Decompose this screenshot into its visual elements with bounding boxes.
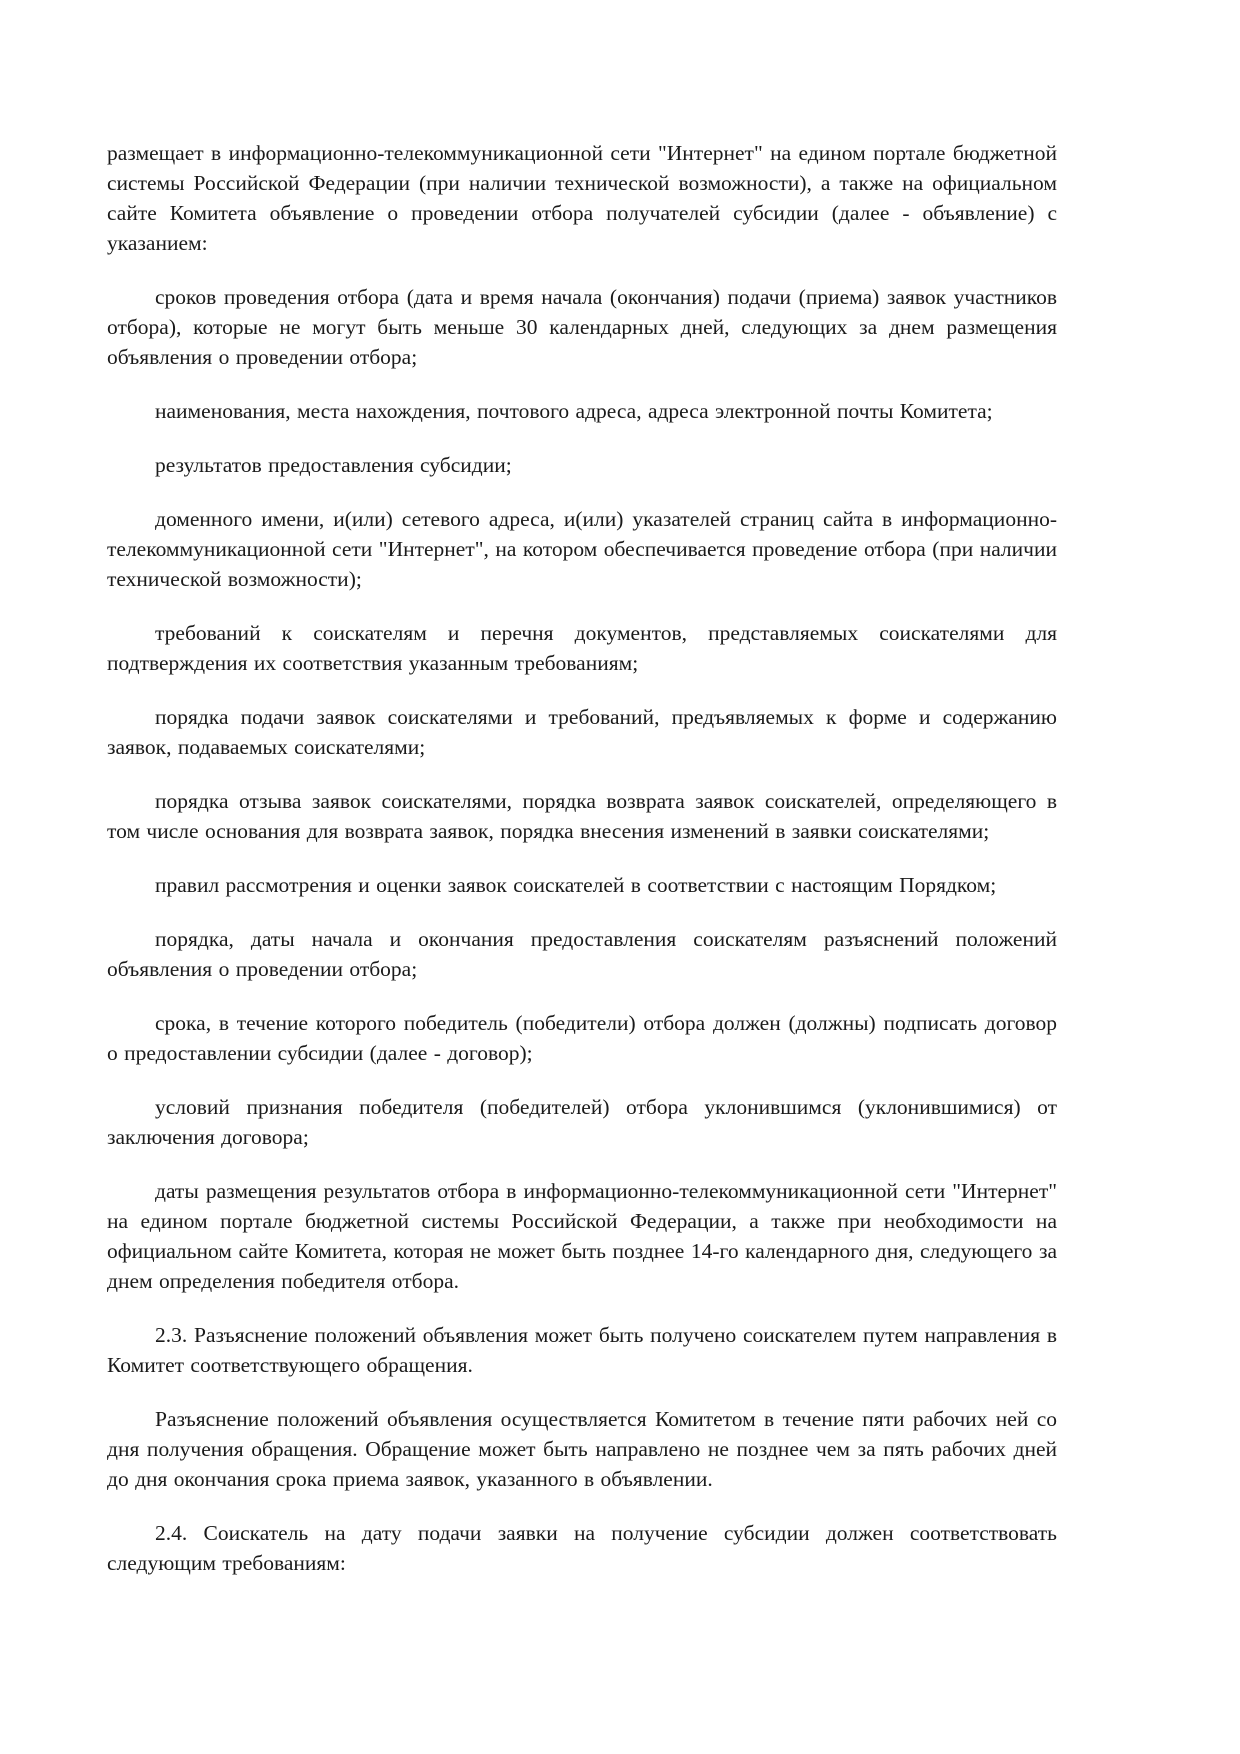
paragraph-section-2-4: 2.4. Соискатель на дату подачи заявки на получение субсидии должен соответствовать следующим требованиям: — [107, 1521, 1057, 1575]
paragraph-list-item: условий признания победителя (победителей) отбора уклонившимся (уклонившимися) от заключения договора; — [107, 1095, 1057, 1149]
paragraph: Разъяснение положений объявления осуществляется Комитетом в течение пяти рабочих ней со дня получения обращения. Обращение может быть направлено не позднее чем за пять рабочих дней до дня окончания срока приема заявок, указанного в объявлении. — [107, 1407, 1057, 1491]
paragraph-list-item: сроков проведения отбора (дата и время начала (окончания) подачи (приема) заявок участников отбора), которые не могут быть меньше 30 календарных дней, следующих за днем размещения объявления о проведении отбора; — [107, 285, 1057, 369]
paragraph-list-item: порядка, даты начала и окончания предоставления соискателям разъяснений положений объявления о проведении отбора; — [107, 927, 1057, 981]
paragraph-list-item: порядка отзыва заявок соискателями, порядка возврата заявок соискателей, определяющего в том числе основания для возврата заявок, порядка внесения изменений в заявки соискателями; — [107, 789, 1057, 843]
paragraph-list-item: даты размещения результатов отбора в информационно-телекоммуникационной сети "Интернет" на едином портале бюджетной системы Российской Федерации, а также при необходимости на официальном сайте Комитета, которая не может быть позднее 14-го календарного дня, следующего за днем определения победителя отбора. — [107, 1179, 1057, 1293]
paragraph-list-item: правил рассмотрения и оценки заявок соискателей в соответствии с настоящим Порядком; — [155, 873, 997, 897]
paragraph-list-item: порядка подачи заявок соискателями и требований, предъявляемых к форме и содержанию заявок, подаваемых соискателями; — [107, 705, 1057, 759]
paragraph-list-item: результатов предоставления субсидии; — [155, 453, 512, 477]
paragraph-list-item: требований к соискателям и перечня документов, представляемых соискателями для подтверждения их соответствия указанным требованиям; — [107, 621, 1057, 675]
paragraph-list-item: доменного имени, и(или) сетевого адреса, и(или) указателей страниц сайта в информационно-телекоммуникационной сети "Интернет", на котором обеспечивается проведение отбора (при наличии технической возможности); — [107, 507, 1057, 591]
paragraph-list-item: срока, в течение которого победитель (победители) отбора должен (должны) подписать договор о предоставлении субсидии (далее - договор); — [107, 1011, 1057, 1065]
paragraph-section-2-3: 2.3. Разъяснение положений объявления может быть получено соискателем путем направления в Комитет соответствующего обращения. — [107, 1323, 1057, 1377]
paragraph-list-item: наименования, места нахождения, почтового адреса, адреса электронной почты Комитета; — [155, 399, 993, 423]
paragraph-continuation: размещает в информационно-телекоммуникационной сети "Интернет" на едином портале бюджетной системы Российской Федерации (при наличии технической возможности), а также на официальном сайте Комитета объявление о проведении отбора получателей субсидии (далее - объявление) с указанием: — [107, 141, 1057, 255]
